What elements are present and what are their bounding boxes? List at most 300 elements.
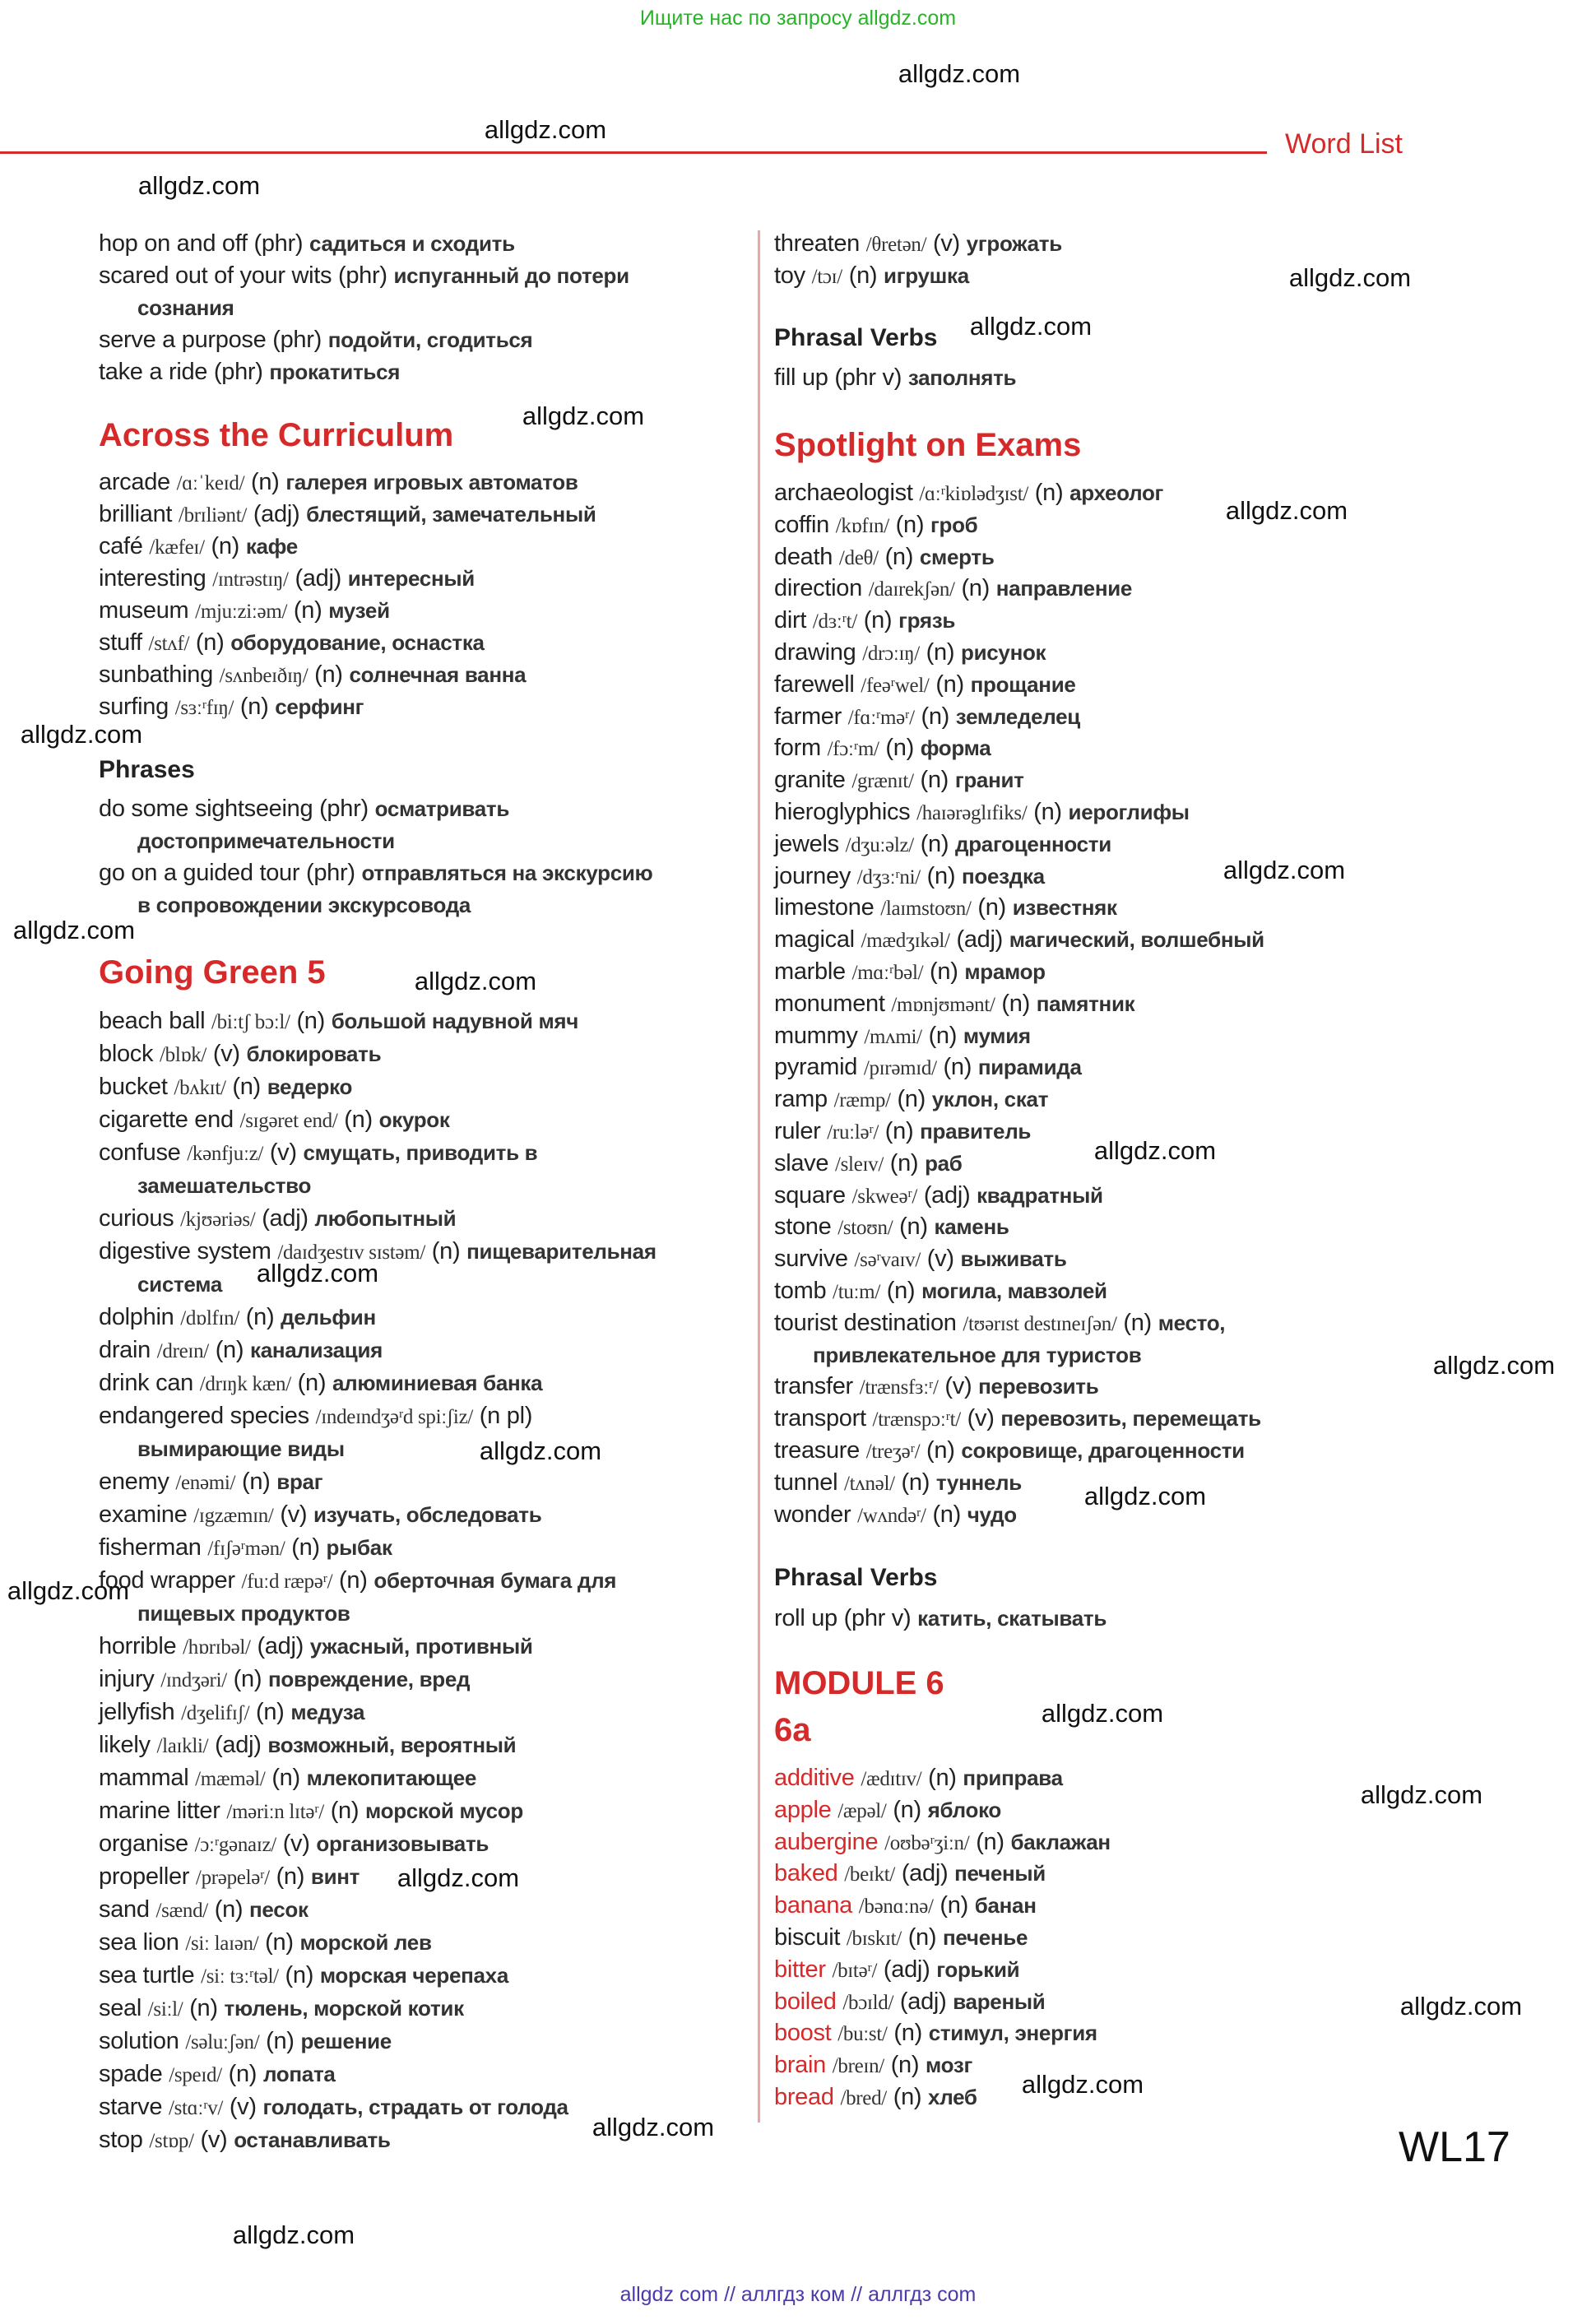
translation: отправляться на экскурсию [361,861,653,885]
part-of-speech: (v) [926,1246,954,1273]
translation: печенье [943,1924,1028,1950]
translation: земледелец [955,703,1080,729]
translation: памятник [1036,991,1135,1016]
translation: вареный [953,1988,1046,2014]
vocab-entry [99,2025,839,2058]
headword: marble [774,958,846,985]
vocab-entry [774,573,1515,605]
watermark: allgdz.com [7,1576,130,1605]
transcription: /laɪmstoʊn/ [880,898,972,921]
headword: interesting [99,565,206,592]
transcription: /bɪtəʳ/ [832,1959,878,1982]
translation: песок [249,1897,309,1922]
vocab-entry [774,1243,1515,1275]
subheading-phrases: Phrases [99,756,195,783]
part-of-speech: (n) [884,543,914,570]
part-of-speech: (phr) [338,262,387,289]
vocab-entry [99,1923,841,1959]
transcription: /kjʊəriəs/ [180,1209,256,1231]
vocab-entry [774,2049,1515,2081]
transcription: /siː tɜːʳtəl/ [201,1965,279,1988]
headword: cigarette end [99,1107,234,1133]
transcription: /wʌndəʳ/ [857,1504,926,1527]
headword: spade [99,2061,163,2087]
transcription: /mædʒɪkəl/ [861,930,950,953]
translation: яблоко [927,1797,1002,1822]
headword: dirt [774,607,807,634]
translation: солнечная ванна [349,662,527,687]
transcription: /dʒuːəlz/ [845,833,914,856]
part-of-speech: (n) [1001,990,1030,1017]
translation: достопримечательности [137,828,395,853]
transcription: /oʊbəʳʒiːn/ [884,1831,970,1854]
vocab-entry [774,1371,1515,1403]
translation: камень [934,1214,1009,1240]
translation: подойти, сгодиться [327,327,533,352]
headword: granite [774,767,846,794]
translation: вымирающие виды [137,1436,345,1461]
watermark: allgdz.com [414,967,537,995]
transcription: /tuːm/ [833,1280,880,1303]
headword: bitter [774,1956,826,1983]
headword: sunbathing [99,661,213,688]
part-of-speech: (n) [339,1567,368,1594]
translation: угрожать [966,231,1062,256]
headword: ruler [774,1117,821,1144]
headword: mummy [774,1022,858,1049]
headword: endangered species [99,1403,309,1429]
translation: повреждение, вред [267,1667,471,1691]
vocab-entry [99,659,839,691]
part-of-speech: (n) [291,1534,320,1561]
going-green-list [99,1005,839,2156]
headword: boost [774,2020,832,2047]
watermark: allgdz.com [20,720,143,749]
transcription: /tʌnəl/ [843,1472,895,1495]
vocab-entry [99,627,839,659]
headword: magical [774,926,855,954]
watermark: allgdz.com [12,916,136,944]
headword: serve a purpose [99,327,267,353]
part-of-speech: (n) [431,1238,461,1264]
transcription: /ɑːˈkeɪd/ [176,472,245,494]
transcription: /fɔːʳm/ [827,738,879,761]
intro-phrases-list [99,228,839,388]
translation: печеный [954,1861,1046,1886]
vocab-entry [774,228,1515,260]
part-of-speech: (n) [215,1337,244,1363]
part-of-speech: (n) [848,262,878,289]
watermark: allgdz.com [479,1436,602,1465]
vocab-entry [774,956,1515,988]
part-of-speech: (phr v) [834,364,902,391]
part-of-speech: (adj) [257,1633,304,1659]
translation: катить, скатывать [917,1606,1107,1631]
vocab-entry [99,1037,839,1070]
transcription: /stɒp/ [149,2130,194,2152]
vocab-entry [99,2123,839,2156]
translation: перевозить [978,1374,1099,1399]
part-of-speech: (n) [930,958,958,985]
section-heading-across-curriculum: Across the Curriculum [99,417,454,453]
transcription: /səʳvaɪv/ [854,1249,921,1272]
part-of-speech: (n) [935,670,964,698]
entry-continuation [99,1597,839,1630]
part-of-speech: (v) [200,2127,228,2153]
translation: туннель [935,1469,1022,1495]
headword: ramp [774,1086,828,1113]
vocab-entry [99,1630,839,1663]
translation: замешательство [137,1173,312,1198]
section-heading-spotlight: Spotlight on Exams [774,427,1082,463]
vocab-entry [774,1051,1515,1083]
vocab-entry [99,1992,839,2025]
watermark: allgdz.com [1399,1992,1523,2021]
vocab-entry [774,892,1515,924]
headword: baked [774,1860,838,1887]
transcription: /trænsfɜːʳ/ [859,1376,939,1399]
headword: form [774,735,821,762]
vocab-entry [774,637,1515,669]
subheading-phrasal-verbs-2: Phrasal Verbs [774,1564,938,1591]
part-of-speech: (adj) [899,1988,947,2015]
translation: известняк [1012,895,1117,921]
vocab-entry [99,1531,839,1564]
transcription: /mɒnjʊmənt/ [891,993,995,1016]
transcription: /treʒəʳ/ [865,1440,921,1463]
headword: drink can [99,1370,193,1396]
part-of-speech: (n) [256,1699,285,1725]
vocab-entry [774,828,1515,861]
headword: arcade [99,469,170,495]
entry-continuation [99,889,839,921]
part-of-speech: (adj) [295,565,341,592]
transcription: /sænd/ [155,1900,208,1922]
transcription: /θretən/ [865,234,927,256]
translation: садиться и сходить [309,231,515,256]
entry-continuation [774,1339,1515,1371]
headword: treasure [774,1436,860,1464]
transcription: /məriːn lɪtəʳ/ [226,1801,324,1823]
vocab-entry [774,1275,1515,1307]
vocab-entry [99,1893,839,1926]
part-of-speech: (adj) [262,1205,309,1232]
headword: propeller [99,1863,190,1890]
translation: смущать, приводить в [303,1140,538,1165]
transcription: /fɪʃəʳmən/ [207,1538,285,1560]
transcription: /blɒk/ [159,1044,207,1066]
headword: death [774,543,833,570]
vocab-entry [774,924,1515,956]
part-of-speech: (n) [265,1929,294,1956]
entry-continuation [99,1432,839,1465]
part-of-speech: (v) [282,1830,310,1857]
part-of-speech: (n) [928,1022,958,1049]
vocab-entry [99,2058,839,2090]
transcription: /haɪərəglɪfiks/ [916,801,1028,824]
headword: marine litter [99,1798,220,1824]
translation: в сопровождении экскурсовода [137,893,471,917]
translation: пирамида [977,1055,1082,1080]
watermark: allgdz.com [1093,1136,1217,1165]
entry-continuation [99,825,839,857]
part-of-speech: (n) [1123,1309,1152,1336]
watermark: allgdz.com [969,312,1093,341]
part-of-speech: (n) [863,607,893,634]
part-of-speech: (n) [189,1995,218,2021]
transcription: /dʒɜːʳni/ [856,865,921,889]
part-of-speech: (n) [889,1149,919,1176]
translation: баклажан [1010,1829,1111,1854]
watermark: allgdz.com [1225,496,1348,525]
unit-6a-list [774,1762,1515,2114]
part-of-speech: (n) [920,767,949,794]
headword: examine [99,1501,188,1528]
translation: сознания [137,295,234,320]
vocab-entry [99,1663,839,1696]
vocab-entry [774,1020,1515,1052]
translation: голодать, страдать от голода [262,2095,568,2119]
headword: additive [774,1765,855,1791]
translation: поездка [961,863,1045,889]
transcription: /ɑːʳkiɒlədʒɪst/ [919,483,1028,505]
vocab-entry [99,1465,839,1498]
part-of-speech: (n pl) [479,1403,533,1429]
translation: заполнять [907,365,1017,390]
vocab-entry [99,1827,839,1860]
translation: магический, волшебный [1009,927,1264,953]
translation: гранит [954,768,1024,793]
part-of-speech: (n) [926,862,956,889]
vocab-entry [774,1858,1515,1890]
part-of-speech: (n) [296,1008,325,1034]
part-of-speech: (adj) [923,1181,971,1209]
vocab-entry [99,1399,839,1432]
transcription: /ræmp/ [833,1089,891,1112]
vocab-entry [99,1696,839,1728]
part-of-speech: (n) [241,1469,271,1495]
search-banner: Ищите нас по запросу allgdz.com [639,7,957,30]
watermark: allgdz.com [1083,1482,1207,1510]
headword: square [774,1181,846,1209]
transcription: /buːst/ [837,2023,888,2046]
part-of-speech: (n) [344,1107,373,1133]
translation: лопата [262,2062,336,2086]
part-of-speech: (n) [893,2020,922,2047]
headword: bread [774,2083,834,2110]
headword: scared out of your wits [99,262,332,289]
translation: система [137,1272,223,1297]
part-of-speech: (n) [901,1469,930,1496]
headword: tunnel [774,1469,838,1496]
vocab-entry [774,701,1515,733]
part-of-speech: (adj) [253,501,300,527]
transcription: /mɑːʳbəl/ [851,961,924,984]
headword: hop on and off [99,230,248,257]
part-of-speech: (n) [228,2061,257,2087]
translation: сокровище, драгоценности [961,1437,1245,1463]
watermark: allgdz.com [592,2113,715,2141]
part-of-speech: (n) [899,1213,928,1241]
part-of-speech: (n) [940,1892,968,1919]
vocab-entry [774,477,1515,509]
vocab-entry [99,260,839,292]
translation: могила, мавзолей [921,1278,1107,1303]
part-of-speech: (v) [212,1041,240,1067]
vocab-entry [99,1794,839,1827]
transcription: /sɜːʳfɪŋ/ [174,697,234,719]
translation: канализация [250,1338,383,1362]
translation: морской лев [299,1930,432,1955]
headword: go on a guided tour [99,860,300,886]
vocab-entry [99,356,839,388]
transcription: /səluːʃən/ [185,2031,260,2053]
translation: грязь [898,608,956,633]
translation: блокировать [246,1042,382,1066]
translation: интересный [347,566,475,591]
module-heading: MODULE 6 [774,1665,944,1701]
phrasal-verbs-list-1 [774,362,1515,394]
headword: fisherman [99,1534,202,1561]
entry-continuation [99,1169,839,1202]
vocab-entry [99,1301,839,1334]
watermark: allgdz.com [1288,263,1412,292]
headword: horrible [99,1633,177,1659]
vocab-entry [99,2090,839,2123]
headword: sea turtle [99,1962,195,1988]
translation: банан [974,1893,1037,1919]
vocab-entry [774,1890,1515,1922]
vocab-entry [774,1954,1515,1986]
vocab-entry [99,1728,839,1761]
translation: морская черепаха [319,1963,508,1988]
entry-continuation [99,292,839,324]
headword: boiled [774,1988,837,2015]
translation: музей [328,598,390,623]
transcription: /mjuːziːəm/ [195,601,288,623]
watermark: allgdz.com [256,1259,379,1288]
part-of-speech: (n) [961,575,990,602]
transcription: /dɒlfɪn/ [180,1307,239,1329]
unit-heading: 6a [774,1712,811,1748]
transcription: /dɜːʳt/ [812,610,857,633]
translation: оберточная бумага для [373,1568,617,1593]
translation: оборудование, оснастка [230,630,485,655]
watermark: allgdz.com [1360,1780,1483,1809]
headword: seal [99,1995,142,2021]
transcription: /drɔːɪŋ/ [862,642,920,665]
transcription: /bʌkɪt/ [174,1077,226,1099]
transcription: /beɪkt/ [844,1863,896,1886]
vocab-entry [99,793,839,825]
page-number: WL17 [1399,2123,1510,2171]
headword: transfer [774,1373,853,1400]
part-of-speech: (phr) [213,359,263,385]
translation: медуза [290,1700,365,1724]
vocab-entry [774,988,1515,1020]
headword: brain [774,2052,826,2079]
vocab-entry [774,1403,1515,1435]
headword: jewels [774,830,839,857]
translation: направление [995,576,1133,601]
watermark: allgdz.com [484,115,607,144]
vocab-entry [774,1083,1515,1116]
headword: solution [99,2028,179,2054]
transcription: /bɔɪld/ [842,1991,894,2014]
transcription: /drɪŋk kæn/ [199,1373,291,1395]
transcription: /ɪgzæmɪn/ [193,1505,274,1527]
headword: brilliant [99,501,173,527]
headword: sea lion [99,1929,179,1956]
part-of-speech: (phr v) [843,1605,912,1631]
vocab-entry [99,531,839,563]
part-of-speech: (n) [976,1828,1004,1855]
headword: museum [99,597,189,624]
part-of-speech: (n) [211,533,240,559]
part-of-speech: (v) [967,1405,995,1432]
vocab-entry [774,1603,1515,1635]
vocab-entry [99,1334,839,1366]
part-of-speech: (n) [266,2028,295,2054]
translation: гроб [930,512,978,537]
headword: direction [774,575,862,602]
transcription: /biːtʃ bɔːl/ [211,1011,290,1033]
part-of-speech: (n) [943,1054,972,1081]
transcription: /mʌmi/ [864,1025,922,1048]
vocab-entry [774,796,1515,828]
transcription: /sɪgəret end/ [239,1110,338,1132]
headword: threaten [774,230,861,257]
transcription: /feəʳwel/ [861,674,930,697]
part-of-speech: (n) [893,1796,921,1823]
transcription: /fɑːʳməʳ/ [847,706,915,729]
vocab-entry [774,1922,1515,1954]
part-of-speech: (n) [232,1074,261,1100]
spotlight-list [774,477,1515,1530]
part-of-speech: (phr) [272,327,322,353]
vocab-entry [99,1070,839,1103]
transcription: /daɪrekʃən/ [868,578,955,601]
headword: digestive system [99,1238,271,1264]
part-of-speech: (n) [885,735,914,762]
part-of-speech: (adj) [956,926,1003,954]
transcription: /siːl/ [147,1998,183,2021]
headword: archaeologist [774,480,913,506]
entry-continuation [99,1268,839,1301]
headword: fill up [774,364,828,391]
watermark: allgdz.com [898,59,1021,88]
transcription: /ɪndeɪndʒəʳd spiːʃiz/ [315,1406,474,1428]
headword: coffin [774,511,829,538]
headword: journey [774,862,851,889]
vocab-entry [99,595,839,627]
headword: sand [99,1896,150,1923]
watermark: allgdz.com [1021,2070,1144,2099]
header-rule [0,151,1267,154]
section-heading-going-green: Going Green 5 [99,954,326,991]
vocab-entry [99,1366,839,1399]
part-of-speech: (n) [330,1798,360,1824]
transcription: /bred/ [840,2086,887,2109]
transcription: /sʌnbeɪðɪŋ/ [219,665,309,687]
translation: дельфин [281,1305,376,1329]
translation: морской мусор [365,1798,523,1823]
vocab-entry [99,1564,839,1597]
headword: dolphin [99,1304,174,1330]
vocab-entry [774,1435,1515,1467]
transcription: /bənɑːnə/ [858,1895,934,1919]
headword: banana [774,1892,852,1919]
